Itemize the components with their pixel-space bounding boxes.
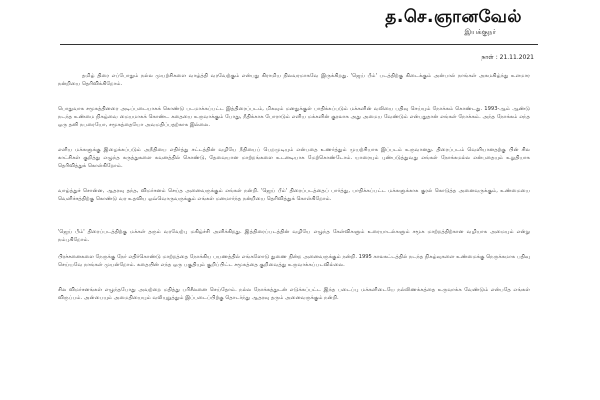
paragraph-7: சில விமர்சனங்கள் எழுந்தபோது அவற்றை மதித்து பரிசீலனை செய்தோம். நல்ல நோக்கத்துடன் எடுக்கப்பட்ட இந்த படைப்பு மக்களிடையே நல்லிணக்கத்தை உருவாக்க வேண்டும் என்பதே எங்கள் விருப்பம். அன்பையும் அமைதியையும் வலியுறுத்தும் இப்படைப்பிற்கு தொடர்ந்து ஆதரவு தரும் அனைவருக்கும் நன்றி.: [58, 287, 530, 301]
letter-date: நாள் : 21.11.2021: [481, 54, 534, 61]
letterhead-role: இயக்குநர்: [464, 28, 496, 36]
letterhead-name: த.செ.ஞானவேல்: [385, 7, 522, 27]
header-divider: [60, 44, 538, 45]
paragraph-6: பிரச்சனைகளை நேருக்கு நேர் எதிர்கொண்டு மாற்றத்தை நோக்கிய பயணத்தில் எங்களோடு துணை நின்ற அனைவருக்கும் நன்றி. 1995 காலகட்டத்தில் நடந்த நிகழ்வுகளை உண்மைக்கு நெருக்கமாக பதிவு செய்யவே நாங்கள் முயன்றோம். கதையின் எந்த ஒரு பகுதியும் குறிப்பிட்ட சமூகத்தை குறிவைத்து உருவாக்கப்படவில்லை.: [58, 254, 530, 268]
paragraph-4: வாழ்த்துச் சொன்ன, ஆதரவு தந்த, விமர்சனம் செய்த அனைவருக்கும் எங்கள் நன்றி. 'ஜெய் பீம்' திரைப்படத்தைப் பார்த்து, பாதிக்கப்பட்ட மக்களுக்காக குரல் கொடுத்த அனைவருக்கும், உண்மையை வெளிச்சத்திற்கு கொண்டு வர உதவிய ஒவ்வொருவருக்கும் எங்கள் மனமார்ந்த நன்றியை தெரிவித்துக் கொள்கிறோம்.: [58, 188, 530, 202]
paragraph-1: தமிழ் திரை எப்போதும் நல்ல முயற்சிகளை வாழ்த்தி வரவேற்கும் என்பது கிராமிய நிலவரமாகவே இருக்கிறது. 'ஜெய் பீம்' படத்திற்கு கிடைக்கும் அன்பால் நாங்கள் அகமகிழ்ந்து உளமார நன்றியை தெரிவிக்கிறோம்.: [58, 73, 530, 87]
letter-body: [58, 72, 530, 327]
paragraph-2: பொதுவாக சமூகத்தினரை அடிப்படையாகக் கொண்டு படமாக்கப்பட்ட இத்திரைப்படம், மிகவும் மனதுக்குள் பாதிக்கப்படும் மக்களின் வலியை பதிவு செய்யும் நோக்கம் கொண்டது. 1993-ஆம் ஆண்டு நடந்த உண்மை நிகழ்வை மையமாகக் கொண்ட கதையை உருவாக்கும் போது, நீதிக்காக போராடும் எளிய மக்களின் குரலாக அது அமைய வேண்டும் என்பதுதான் எங்கள் நோக்கம். அந்த நோக்கம் எந்த ஒரு தனி நபரையோ, சமூகத்தையோ அவமதிப்பதற்காக இல்லை.: [58, 106, 530, 128]
paragraph-5: 'ஜெய் பீம்' திரைப்படத்திற்கு மக்கள் தரும் வரவேற்பு மகிழ்ச்சி அளிக்கிறது. இத்திரைப்படத்தின் வழியே எழுந்த கேள்விகளும் உரையாடல்களும் சமூக மாற்றத்திற்கான வழியாக அமையும் என்று நம்புகிறோம்.: [58, 229, 530, 243]
paragraph-3: எளிய மக்களுக்கு இழைக்கப்படும் அநீதியை எதிர்த்து சட்டத்தின் வழியே நீதியைப் பெறமுடியும் என்பதை உணர்த்தும் முயற்சியாக இப்படம் உருவானது. திரைப்படம் வெளியானதற்கு பின் சில காட்சிகள் குறித்து எழுந்த கருத்துகளை கவனத்தில் கொண்டு, தேவையான மாற்றங்களை உடனடியாக மேற்கொண்டோம். யாரையும் புண்படுத்துவது எங்கள் நோக்கமல்ல என்பதையும் உறுதியாக தெரிவித்துக் கொள்கிறோம்.: [58, 147, 530, 169]
